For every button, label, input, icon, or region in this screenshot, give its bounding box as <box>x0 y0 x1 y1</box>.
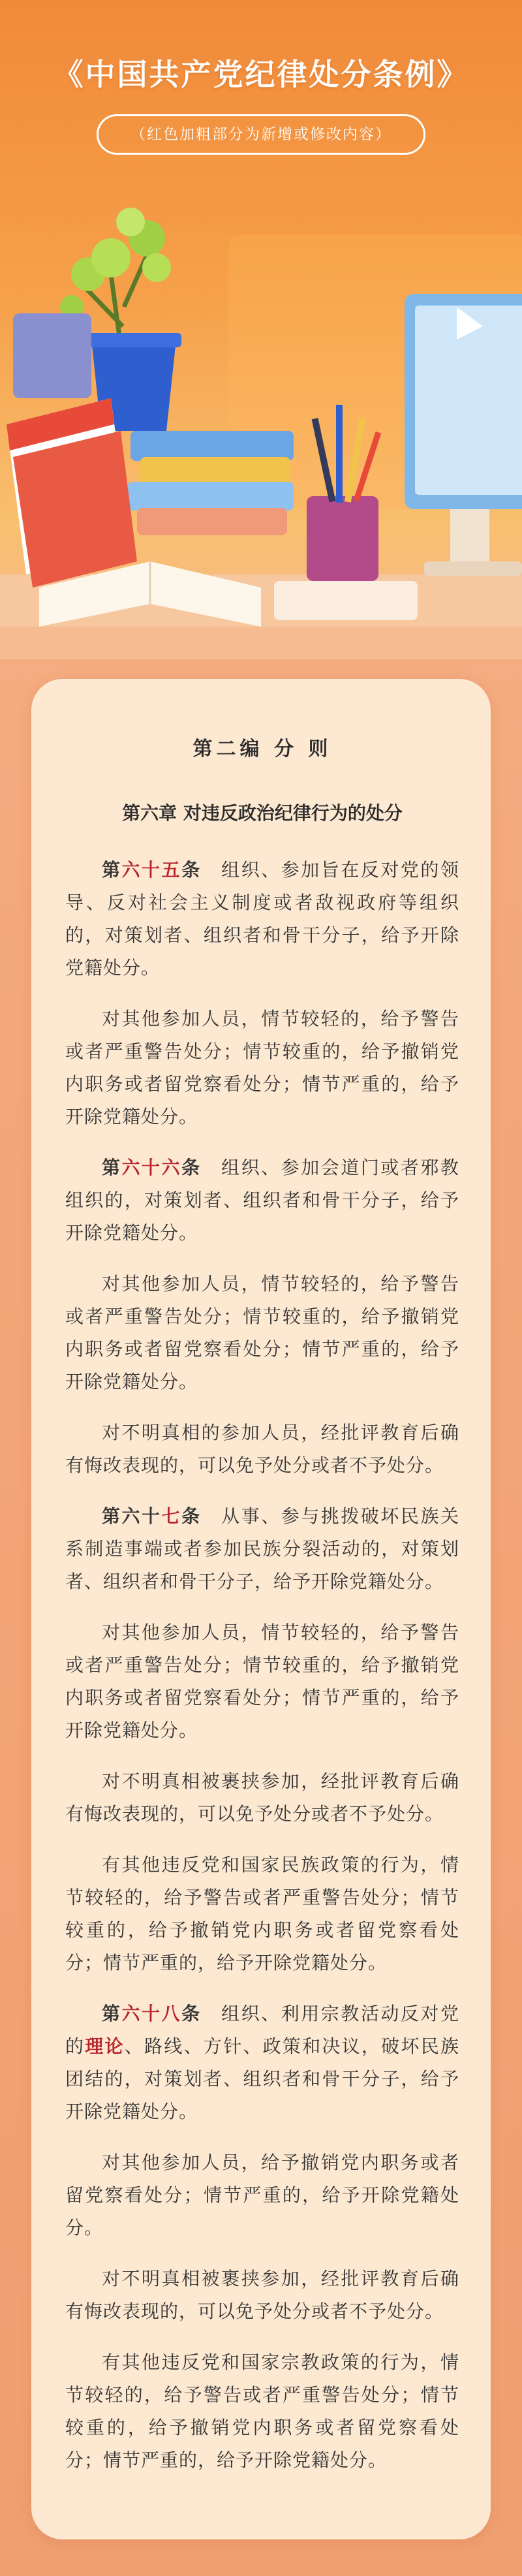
paragraph: 对其他参加人员，情节较轻的，给予警告或者严重警告处分；情节较重的，给予撤销党内职务或者留党察看处分；情节严重的，给予开除党籍处分。 <box>65 1273 459 1392</box>
part-title: 第二编 分 则 <box>192 738 332 761</box>
books-stack-icon <box>127 431 294 535</box>
hero-banner <box>0 0 522 659</box>
chapter-title: 第六章 对违反政治纪律行为的处分 <box>122 802 403 824</box>
page-subtitle: （红色加粗部分为新增或修改内容） <box>97 114 425 155</box>
paragraph: 有其他违反党和国家民族政策的行为，情节较轻的，给予警告或者严重警告处分；情节较重的，给予撤销党内职务或者留党察看处分；情节严重的，给予开除党籍处分。 <box>65 1854 459 1973</box>
article-65: 第六十五条 组织、参加旨在反对党的领导、反对社会主义制度或者敌视政府等组织的，对策划者、组织者和骨干分子，给予开除党籍处分。 <box>65 859 459 979</box>
paragraph: 对其他参加人员，情节较轻的，给予警告或者严重警告处分；情节较重的，给予撤销党内职务或者留党察看处分；情节严重的，给予开除党籍处分。 <box>65 1008 459 1127</box>
article-68: 第六十八条 组织、利用宗教活动反对党的理论、路线、方针、政策和决议，破坏民族团结的，对策划者、组织者和骨干分子，给予开除党籍处分。 <box>65 2003 459 2122</box>
paragraph: 对其他参加人员，给予撤销党内职务或者留党察看处分；情节严重的，给予开除党籍处分。 <box>65 2152 459 2238</box>
content-body <box>65 732 459 2495</box>
paragraph: 对不明真相被裹挟参加，经批评教育后确有悔改表现的，可以免予处分或者不予处分。 <box>65 1770 459 1825</box>
box-decoration <box>13 313 91 398</box>
page-title: 《中国共产党纪律处分条例》 <box>53 57 469 92</box>
paragraph: 对其他参加人员，情节较轻的，给予警告或者严重警告处分；情节较重的，给予撤销党内职务或者留党察看处分；情节严重的，给予开除党籍处分。 <box>65 1622 459 1741</box>
content-card <box>31 679 491 2539</box>
paragraph: 对不明真相被裹挟参加，经批评教育后确有悔改表现的，可以免予处分或者不予处分。 <box>65 2268 459 2322</box>
article-66: 第六十六条 组织、参加会道门或者邪教组织的，对策划者、组织者和骨干分子，给予开除党籍处分。 <box>65 1157 459 1244</box>
desk-illustration <box>0 0 522 659</box>
article-67: 第六十七条 从事、参与挑拨破坏民族关系制造事端或者参加民族分裂活动的，对策划者、组织者和骨干分子，给予开除党籍处分。 <box>65 1505 459 1592</box>
paragraph: 有其他违反党和国家宗教政策的行为，情节较轻的，给予警告或者严重警告处分；情节较重的，给予撤销党内职务或者留党察看处分；情节严重的，给予开除党籍处分。 <box>65 2351 459 2471</box>
pencil-cup-icon <box>307 405 381 581</box>
paragraph: 对不明真相的参加人员，经批评教育后确有悔改表现的，可以免予处分或者不予处分。 <box>65 1422 459 1476</box>
notebook-decoration <box>274 581 418 620</box>
monitor-icon <box>405 294 522 576</box>
